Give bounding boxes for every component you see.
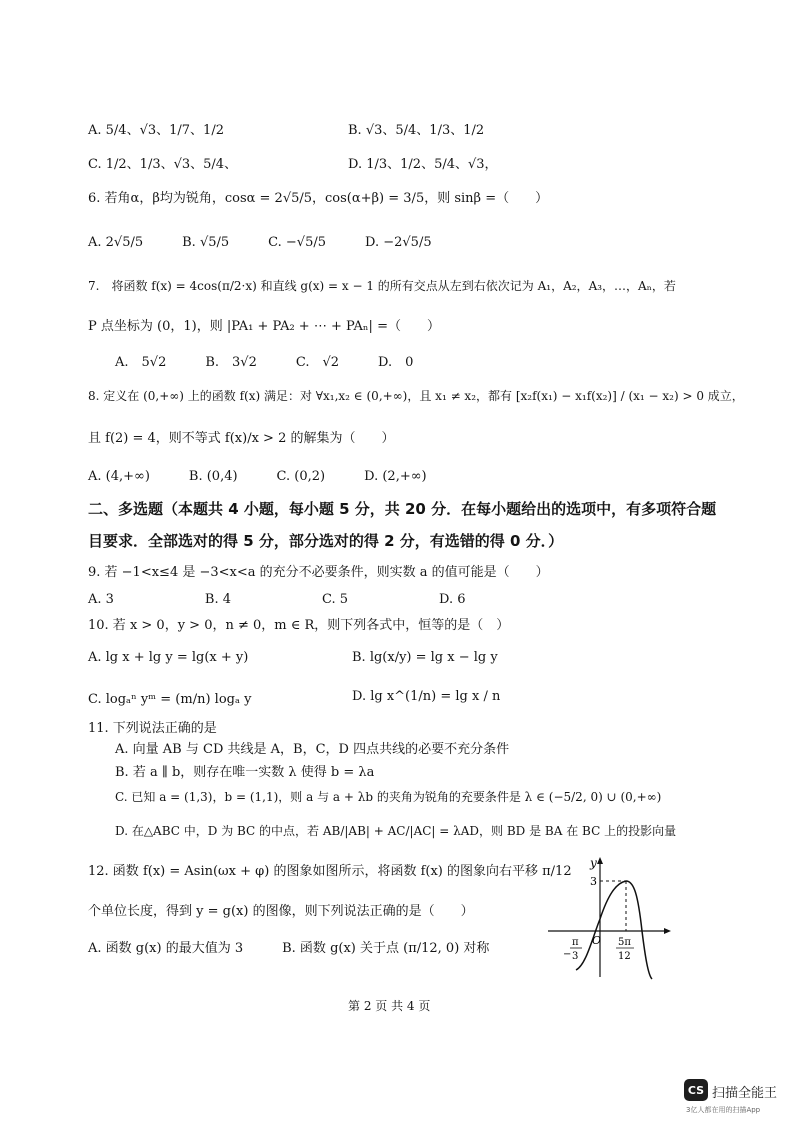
q5-option-a: A. 5/4、√3、1/7、1/2 xyxy=(88,123,224,138)
q12-options: A. 函数 g(x) 的最大值为 3 B. 函数 g(x) 关于点 (π/12, 0) 对称 xyxy=(88,941,490,956)
section-2-heading-cont: 目要求．全部选对的得 5 分，部分选对的得 2 分，有选错的得 0 分．） xyxy=(88,532,564,550)
y-axis-label: y xyxy=(590,856,597,870)
q12-stem: 12. 函数 f(x) = Asin(ωx + φ) 的图象如图所示，将函数 f(x) 的图象向右平移 π/12 xyxy=(88,864,572,879)
left-tick-denominator: 3 xyxy=(572,951,579,962)
page-footer: 第 2 页 共 4 页 xyxy=(348,999,431,1013)
q12-function-graph xyxy=(548,855,674,981)
q5-option-d: D. 1/3、1/2、5/4、√3， xyxy=(348,157,498,172)
q10-option-c: C. logₐⁿ yᵐ = (m/n) logₐ y xyxy=(88,692,252,707)
right-tick-numerator: 5π xyxy=(618,937,631,948)
origin-label: O xyxy=(592,934,602,947)
q7-options: A. 5√2 B. 3√2 C. √2 D. 0 xyxy=(115,355,414,370)
left-tick-numerator: π xyxy=(572,937,579,948)
y-axis-arrow xyxy=(597,857,603,864)
sine-curve xyxy=(576,881,652,979)
q7-stem: 7. 将函数 f(x) = 4cos(π/2·x) 和直线 g(x) = x − 1 的所有交点从左到右依次记为 A₁，A₂，A₃，…，Aₙ，若 xyxy=(88,279,676,293)
q10-option-a: A. lg x + lg y = lg(x + y) xyxy=(88,650,249,665)
scanner-logo-icon: CS xyxy=(684,1079,708,1101)
x-axis-arrow xyxy=(664,928,671,934)
q9-stem: 9. 若 −1<x≤4 是 −3<x<a 的充分不必要条件，则实数 a 的值可能是（ ） xyxy=(88,565,549,580)
q10-stem: 10. 若 x > 0，y > 0，n ≠ 0，m ∈ R，则下列各式中，恒等的是（ ） xyxy=(88,618,510,633)
q11-stem: 11. 下列说法正确的是 xyxy=(88,721,217,736)
q8-stem-cont: 且 f(2) = 4，则不等式 f(x)/x > 2 的解集为（ ） xyxy=(88,431,395,446)
scanner-watermark xyxy=(684,1077,792,1117)
q8-options: A. (4,+∞) B. (0,4) C. (0,2) D. (2,+∞) xyxy=(88,469,427,484)
q5-option-b: B. √3、5/4、1/3、1/2 xyxy=(348,123,485,138)
q6-options: A. 2√5/5 B. √5/5 C. −√5/5 D. −2√5/5 xyxy=(88,235,432,250)
q9-options: A. 3 B. 4 C. 5 D. 6 xyxy=(88,592,466,607)
section-2-heading: 二、多选题（本题共 4 小题，每小题 5 分，共 20 分．在每小题给出的选项中，有多项符合题 xyxy=(88,500,717,518)
q7-stem-cont: P 点坐标为 (0，1)，则 |PA₁ + PA₂ + ⋯ + PAₙ| =（ ） xyxy=(88,319,440,334)
q10-option-b: B. lg(x/y) = lg x − lg y xyxy=(352,650,498,665)
q10-option-d: D. lg x^(1/n) = lg x / n xyxy=(352,689,501,704)
q11-option-a: A. 向量 AB 与 CD 共线是 A，B，C，D 四点共线的必要不充分条件 xyxy=(115,742,510,757)
scanner-tagline: 3亿人都在用的扫描App xyxy=(686,1106,761,1114)
q5-option-c: C. 1/2、1/3、√3、5/4、 xyxy=(88,157,238,172)
q11-option-c: C. 已知 a = (1,3)，b = (1,1)，则 a 与 a + λb 的夹角为锐角的充要条件是 λ ∈ (−5/2, 0) ∪ (0,+∞) xyxy=(115,790,662,804)
q11-option-d: D. 在△ABC 中，D 为 BC 的中点，若 AB/|AB| + AC/|AC| = λAD，则 BD 是 BA 在 BC 上的投影向量 xyxy=(115,824,677,838)
q6-stem: 6. 若角α，β均为锐角，cosα = 2√5/5，cos(α+β) = 3/5，则 sinβ =（ ） xyxy=(88,191,549,206)
q8-stem: 8. 定义在 (0,+∞) 上的函数 f(x) 满足：对 ∀x₁,x₂ ∈ (0,+∞)，且 x₁ ≠ x₂，都有 [x₂f(x₁) − x₁f(x₂)] / (x₁ − x₂) > 0 成立， xyxy=(88,389,744,403)
left-tick-sign: − xyxy=(563,949,572,960)
right-tick-denominator: 12 xyxy=(618,951,631,962)
scanner-app-name: 扫描全能王 xyxy=(712,1086,778,1101)
q12-stem-cont: 个单位长度，得到 y = g(x) 的图像，则下列说法正确的是（ ） xyxy=(88,904,474,919)
q11-option-b: B. 若 a ∥ b，则存在唯一实数 λ 使得 b = λa xyxy=(115,765,375,780)
max-value-label: 3 xyxy=(590,875,597,888)
